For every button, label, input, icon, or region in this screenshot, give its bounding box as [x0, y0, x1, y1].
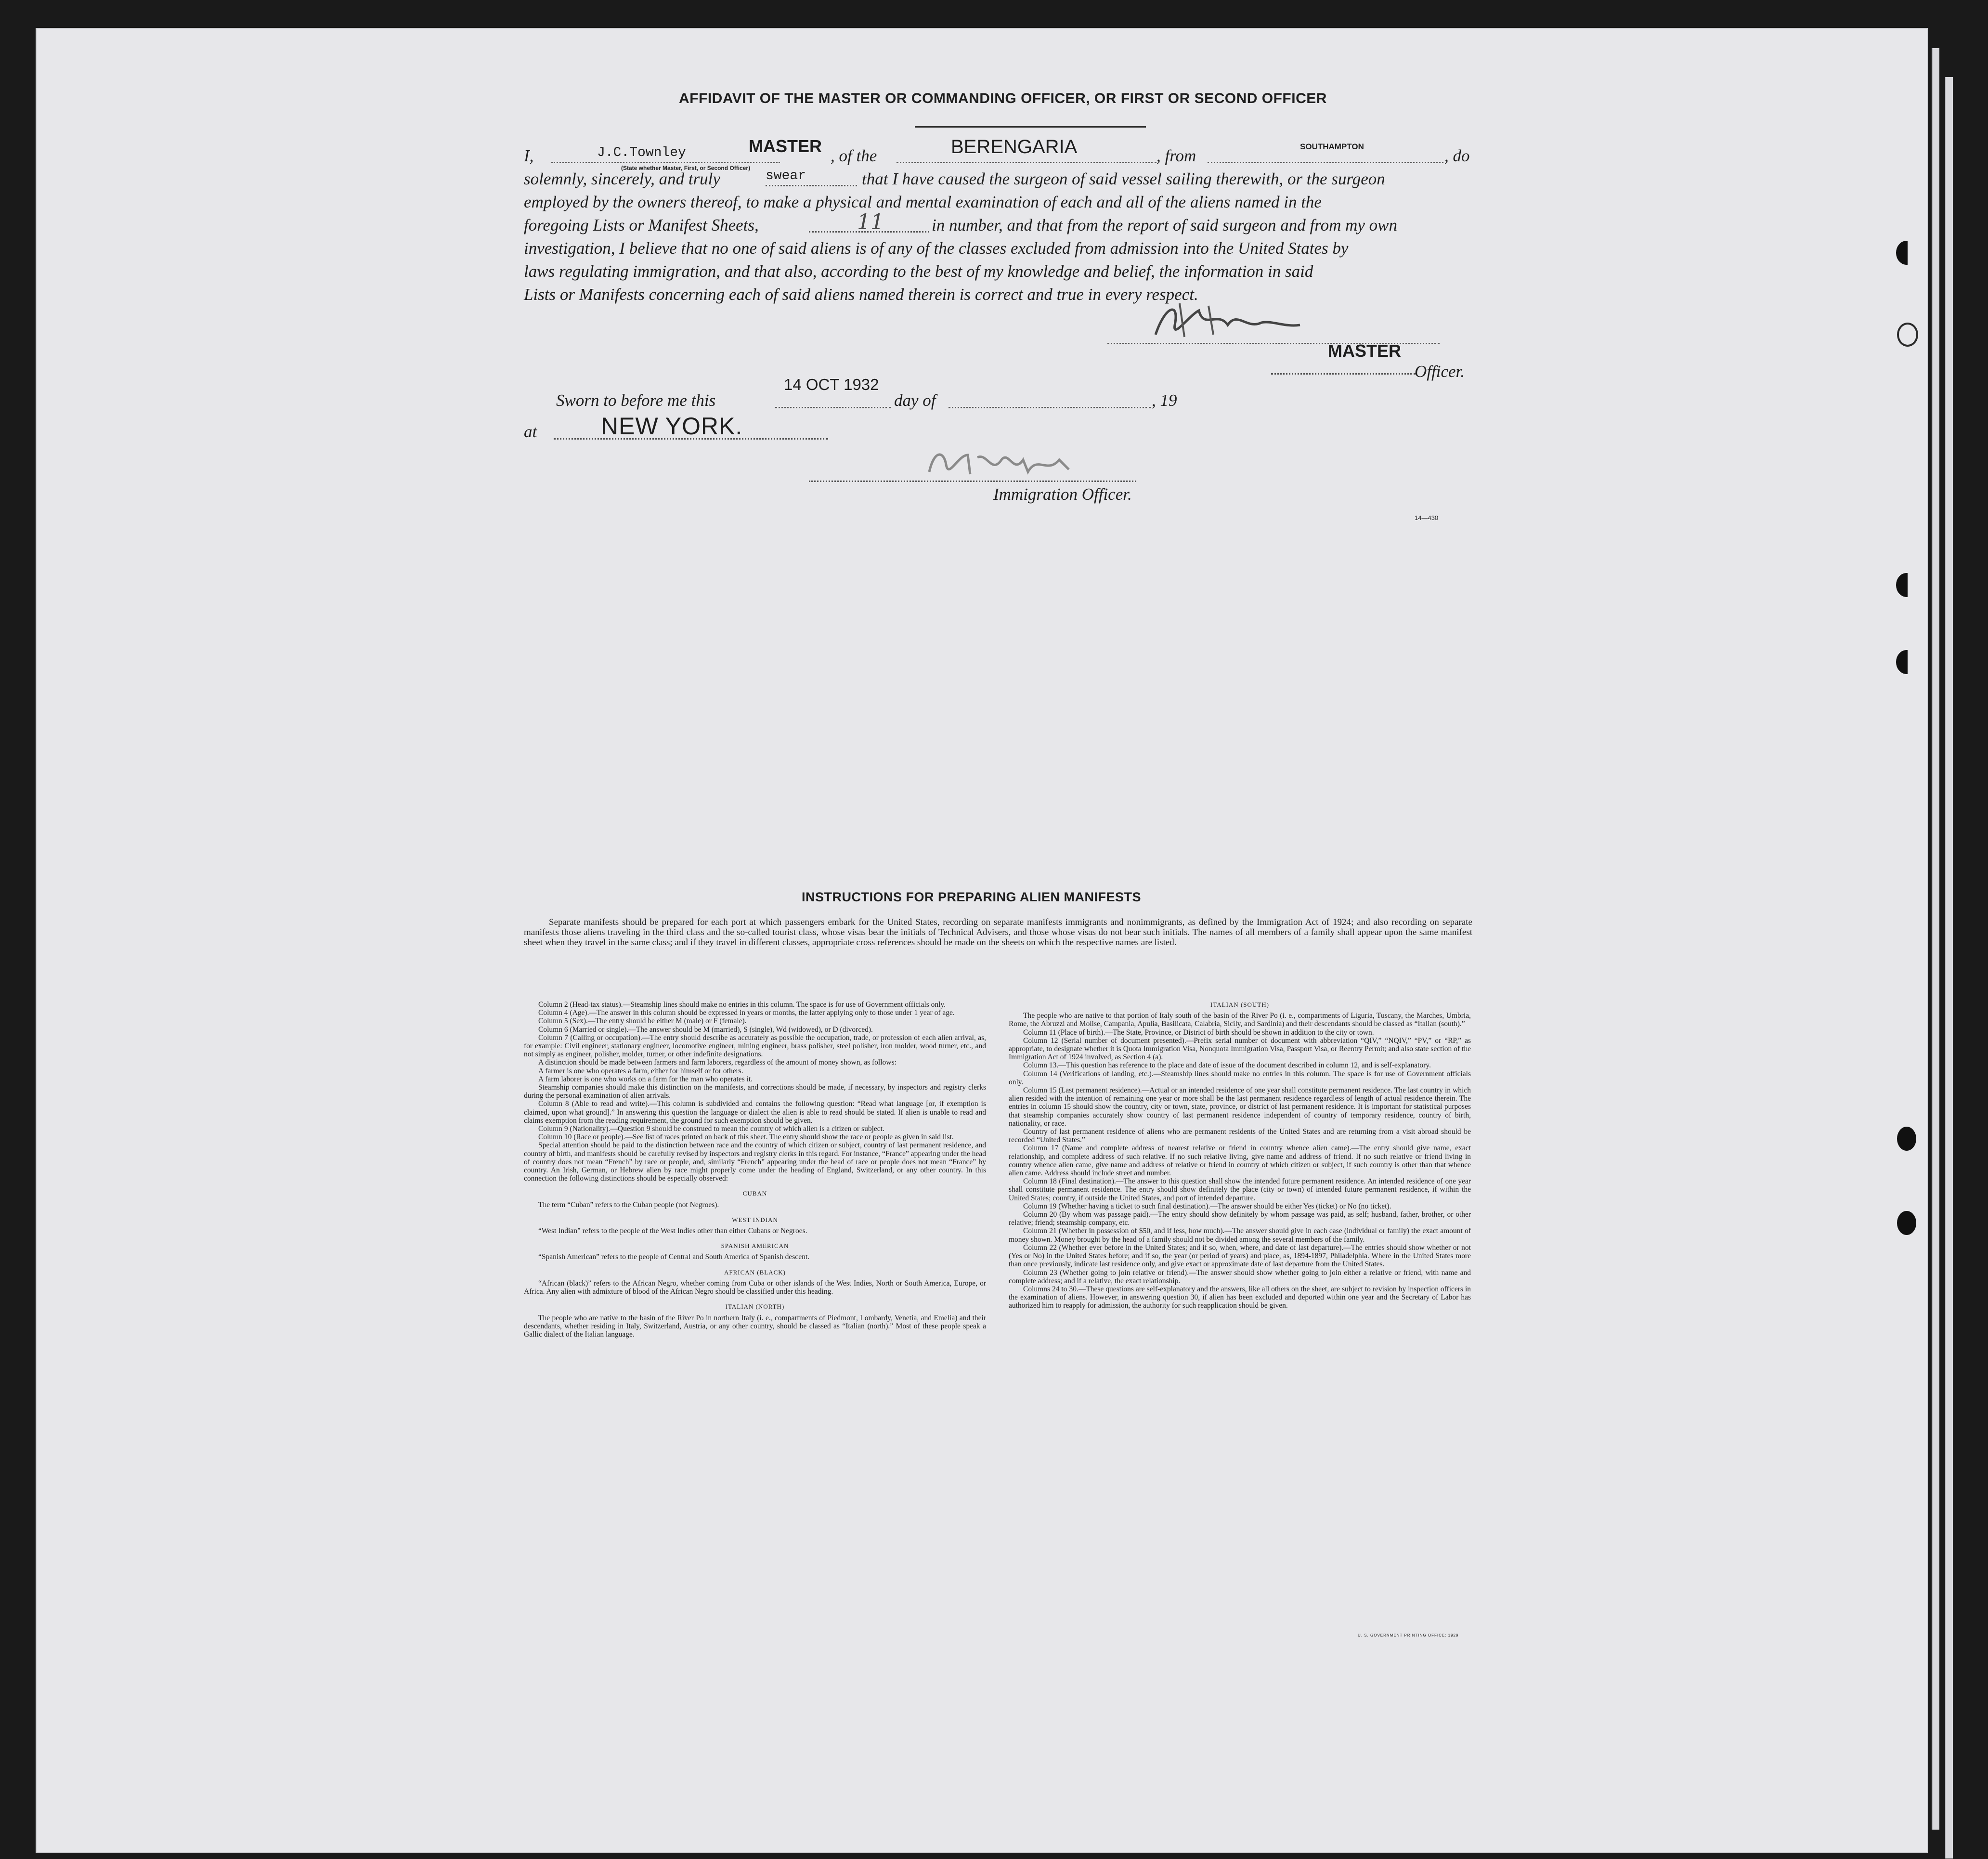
- left-paragraph: Column 8 (Able to read and write).—This column is subdivided and contains the following question: “Read what language [or, if exemption is claimed, upon what ground].” In answering this question the language or dialect the alien is able to read should be stated. If alien is unable to read and claims exemption from the reading requirement, the ground for such exemption should be given.: [524, 1100, 986, 1125]
- left-paragraph: Column 9 (Nationality).—Question 9 should be construed to mean the country of which alien is a citizen or subject.: [538, 1125, 884, 1133]
- name-line: [551, 162, 780, 163]
- right-paragraph: Columns 24 to 30.—These questions are self-explanatory and the answers, like all others on the sheet, are subject to revision by inspection officers in the examination of aliens. However, in answering question 30, if alien has been excluded and deported within one year and the Secretary of Labor has authorized him to reapply for admission, the authority for such reapplication should be given.: [1009, 1285, 1471, 1310]
- left-paragraph: Column 10 (Race or people).—See list of races printed on back of this sheet. The entry should show the race or people as given in said list.: [538, 1133, 954, 1142]
- left-paragraph: Special attention should be paid to the distinction between race and the country of which citizen or subject, country of last permanent residence, and country of birth, and manifests should be carefully revised by inspectors and registry clerks in this regard. For instance, “France” appearing under the head of country does not mean “French” by race or people, and, similarly “French” appearing under the head of race or people does not mean “France” by country. An Irish, German, or Hebrew alien by race might properly come under the heading of England, Switzerland, or any other country. In this connection the following distinctions should be especially observed:: [524, 1141, 986, 1183]
- punch-hole-icon: [1897, 1127, 1916, 1151]
- left-paragraph: Column 6 (Married or single).—The answer should be M (married), S (single), Wd (widowed), or D (divorced).: [538, 1025, 873, 1034]
- master-signature: [1146, 296, 1310, 349]
- left-paragraph: Column 4 (Age).—The answer in this column should be expressed in years or months, the latter applying only to those under 1 year of age.: [538, 1009, 955, 1017]
- right-paragraph: Column 20 (By whom was passage paid).—The entry should show definitely by whom passage was paid, as self; husband, father, brother, or other relative; friend; steamship company, etc.: [1009, 1210, 1471, 1227]
- vessel-rule: [915, 126, 1146, 128]
- sworn-date-stamp: 14 OCT 1932: [784, 376, 879, 393]
- immigration-officer-line: [809, 481, 1136, 482]
- from-label: , from: [1156, 146, 1196, 165]
- form-number: 14—430: [1415, 514, 1439, 521]
- instructions-right-column: [1009, 1001, 1471, 1310]
- affidavit-line-5: investigation, I believe that no one of said aliens is of any of the classes excluded from admission into the United States by: [524, 239, 1349, 258]
- west-indian-text: “West Indian” refers to the people of the West Indies other than either Cubans or Negroes.: [538, 1227, 807, 1235]
- spanish-american-text: “Spanish American” refers to the people of Central and South America of Spanish descent.: [538, 1253, 810, 1261]
- italian-north-text: The people who are native to the basin of the River Po in northern Italy (i. e., compartments of Piedmont, Lombardy, Venetia, and Emelia) and their descendants, whether residing in Italy, Switzerland, Austria, or any other country, should be classed as “Italian (north).” Most of these people speak a Gallic dialect of the Italian language.: [524, 1313, 986, 1339]
- affidavit-line-2a: solemnly, sincerely, and truly: [524, 169, 720, 188]
- word-i: I,: [524, 146, 534, 165]
- spanish-american-heading: SPANISH AMERICAN: [721, 1242, 789, 1250]
- place-stamp: NEW YORK.: [601, 413, 743, 440]
- left-paragraph: Column 2 (Head-tax status).—Steamship lines should make no entries in this column. The space is for use of Government officials only.: [538, 1001, 946, 1009]
- affidavit-line-4a: foregoing Lists or Manifest Sheets,: [524, 216, 759, 234]
- sworn-label: Sworn to before me this: [556, 391, 716, 410]
- instructions-left-column: [524, 1001, 986, 1339]
- rank-note: (State whether Master, First, or Second Officer): [621, 165, 751, 171]
- master-signature-stamp: MASTER: [1328, 341, 1401, 361]
- right-paragraph: Column 14 (Verifications of landing, etc.).—Steamship lines should make no entries in this column. The space is for use of Government officials only.: [1009, 1069, 1471, 1086]
- punch-hole-icon: [1896, 241, 1917, 265]
- left-paragraph: Column 5 (Sex).—The entry should be either M (male) or F (female).: [538, 1017, 747, 1026]
- instructions-title: INSTRUCTIONS FOR PREPARING ALIEN MANIFESTS: [802, 890, 1142, 904]
- right-paragraph: Column 11 (Place of birth).—The State, Province, or District of birth should be shown in addition to the city or town.: [1023, 1028, 1374, 1037]
- rank-stamp: MASTER: [749, 136, 822, 156]
- left-paragraph: A farmer is one who operates a farm, either for himself or for others.: [538, 1066, 743, 1075]
- affidavit-line-2b: that I have caused the surgeon of said vessel sailing therewith, or the surgeon: [862, 169, 1385, 188]
- right-paragraph: Column 13.—This question has reference to the place and date of issue of the document described in column 12, and is self-explanatory.: [1023, 1061, 1431, 1070]
- of-the-label: , of the: [831, 146, 877, 165]
- swear-field: swear: [766, 169, 806, 183]
- italian-north-heading: ITALIAN (NORTH): [725, 1303, 785, 1311]
- right-paragraph: Column 21 (Whether in possession of $50, and if less, how much).—The answer should give in each case (individual or family) the exact amount of money shown. Money brought by the head of a family should not be divided among the several members of the family.: [1009, 1227, 1471, 1244]
- port-field: SOUTHAMPTON: [1300, 142, 1364, 151]
- affidavit-title: AFFIDAVIT OF THE MASTER OR COMMANDING OFFICER, OR FIRST OR SECOND OFFICER: [679, 91, 1327, 106]
- italian-south-heading: ITALIAN (SOUTH): [1210, 1001, 1269, 1008]
- printer-imprint: U. S. GOVERNMENT PRINTING OFFICE: 1929: [1358, 1633, 1459, 1638]
- affidavit-line-7: Lists or Manifests concerning each of said aliens named therein is correct and true in every respect.: [524, 285, 1198, 304]
- right-paragraph: Column 18 (Final destination).—The answer to this question shall show the intended future permanent residence. An intended residence of one year shall constitute permanent residence. The entry should show definitely the place (city or town) of intended future permanent residence, if within the United States; country, if outside the United States, and port of intended departure.: [1009, 1177, 1471, 1202]
- left-paragraph: A farm laborer is one who works on a farm for the man who operates it.: [538, 1075, 753, 1083]
- affidavit-line-4b: in number, and that from the report of said surgeon and from my own: [932, 216, 1398, 234]
- left-paragraph: Column 7 (Calling or occupation).—The entry should describe as accurately as possible the occupation, trade, or profession of each alien arrival, as, for example: Civil engineer, stationary engineer, locomotive engineer, mining engineer, brass polisher, steel polisher, iron molder, wood turner, etc., and not simply as engineer, polisher, molder, turner, or other indefinite designations.: [524, 1033, 986, 1059]
- african-text: “African (black)” refers to the African Negro, whether coming from Cuba or other islands of the West Indies, North or South America, Europe, or Africa. Any alien with admixture of blood of the African Negro should be classified under this heading.: [524, 1279, 986, 1296]
- swear-line: [766, 185, 857, 186]
- right-paragraph: Column 17 (Name and complete address of nearest relative or friend in country whence alien came).—The entry should give name, exact relationship, and complete address of such relative. If no such relative living, give name and address of friend. If no such relative or friend living in country whence alien came, give name and address of relative or friend in country of which citizen or subject, if such country is other than that whence alien came. Address should include street and number.: [1009, 1144, 1471, 1178]
- west-indian-heading: WEST INDIAN: [732, 1216, 778, 1223]
- year-label: , 19: [1152, 391, 1177, 410]
- port-line: [1208, 162, 1443, 163]
- immigration-officer-signature: [924, 445, 1083, 484]
- sheets-count-field: 11: [857, 210, 884, 234]
- right-paragraph: Column 23 (Whether going to join relative or friend).—The answer should show whether going to join either a relative or friend, with name and complete address; and if a relative, the exact relationship.: [1009, 1268, 1471, 1285]
- cuban-heading: CUBAN: [742, 1190, 767, 1197]
- affidavit-line-6: laws regulating immigration, and that also, according to the best of my knowledge and belief, the information in said: [524, 262, 1313, 281]
- sworn-date-line: [775, 407, 891, 408]
- cuban-text: The term “Cuban” refers to the Cuban people (not Negroes).: [538, 1200, 719, 1209]
- left-paragraph: A distinction should be made between farmers and farm laborers, regardless of the amount of money shown, as follows:: [538, 1058, 897, 1067]
- day-of-label: day of: [894, 391, 936, 410]
- right-paragraph: Column 22 (Whether ever before in the United States; and if so, when, where, and date of last departure).—The entries should show whether or not (Yes or No) in the United States before; and if so, the year (or period of years) and place, as, 1894-1897, Philadelphia. Where in the United States more than once previously, indicate last residence only, and give exact or approximate date of last departure from the United States.: [1009, 1243, 1471, 1269]
- right-paragraph: Column 12 (Serial number of document presented).—Prefix serial number of document with abbreviation “QIV,” “NQIV,” “PV,” or “RP,” as appropriate, to designate whether it is Quota Immigration Visa, Nonquota Immigration Visa, Passport Visa, or Reentry Permit; and also state section of the Immigration Act of 1924 involved, as Section 4 (a).: [1009, 1036, 1471, 1062]
- vessel-name-field: BERENGARIA: [951, 136, 1078, 157]
- left-paragraph: Steamship companies should make this distinction on the manifests, and corrections should be made, if necessary, by inspectors and registry clerks during the personal examination of alien arrivals.: [524, 1083, 986, 1100]
- vessel-line: [897, 162, 1156, 163]
- affidavit-line-3: employed by the owners thereof, to make a physical and mental examination of each and all of the aliens named in the: [524, 193, 1322, 211]
- at-label: at: [524, 422, 537, 441]
- right-paragraph: The people who are native to that portion of Italy south of the basin of the River Po (i. e., compartments of Liguria, Tuscany, the Marches, Umbria, Rome, the Abruzzi and Molise, Campania, Apulia, Basilicata, Calabria, Sicily, and Sardinia) and their descendants should be classed as “Italian (south).”: [1009, 1012, 1471, 1028]
- page-edge: [1945, 77, 1953, 1859]
- instructions-intro: Separate manifests should be prepared for each port at which passengers embark for the United States, recording on separate manifests immigrants and nonimmigrants, as defined by the Immigration Act of 1924; and also recording on separate manifests those aliens traveling in the third class and the so-called tourist class, whose visas bear the initials of Technical Advisers, and those whose visas do not bear such initials. The names of all members of a family shall appear upon the same manifest sheet when they travel in the same class; and if they travel in different classes, appropriate cross references should be made on the sheets on which the respective names are listed.: [524, 917, 1472, 948]
- month-line: [949, 407, 1151, 408]
- immigration-officer-label: Immigration Officer.: [993, 485, 1132, 504]
- right-paragraph: Country of last permanent residence of aliens who are permanent residents of the United States and are returning from a visit abroad should be recorded “United States.”: [1009, 1128, 1471, 1144]
- master-name-field: J.C.Townley: [597, 145, 686, 160]
- punch-hole-icon: [1897, 1211, 1916, 1235]
- right-paragraph: Column 19 (Whether having a ticket to such final destination).—The answer should be either Yes (ticket) or No (no ticket).: [1023, 1202, 1391, 1210]
- punch-hole-icon: [1897, 323, 1918, 347]
- do-label: , do: [1444, 146, 1470, 165]
- punch-hole-icon: [1896, 573, 1917, 597]
- officer-line: [1271, 373, 1416, 375]
- african-heading: AFRICAN (BLACK): [724, 1268, 786, 1276]
- punch-hole-icon: [1896, 650, 1917, 674]
- officer-label: Officer.: [1415, 362, 1465, 381]
- right-paragraph: Column 15 (Last permanent residence).—Actual or an intended residence of one year shall constitute permanent residence. The last country in which alien resided with the intention of remaining one year or more shall be the last permanent residence regardless of length of actual residence therein. The entries in column 15 should show the country, city or town, state, province, or district of last permanent residence. It is important for statistical purposes that steamship companies accurately show country of last permanent residence independent of country of temporary residence, country of birth, nationality, or race.: [1009, 1086, 1471, 1128]
- page-edge: [1932, 48, 1939, 1830]
